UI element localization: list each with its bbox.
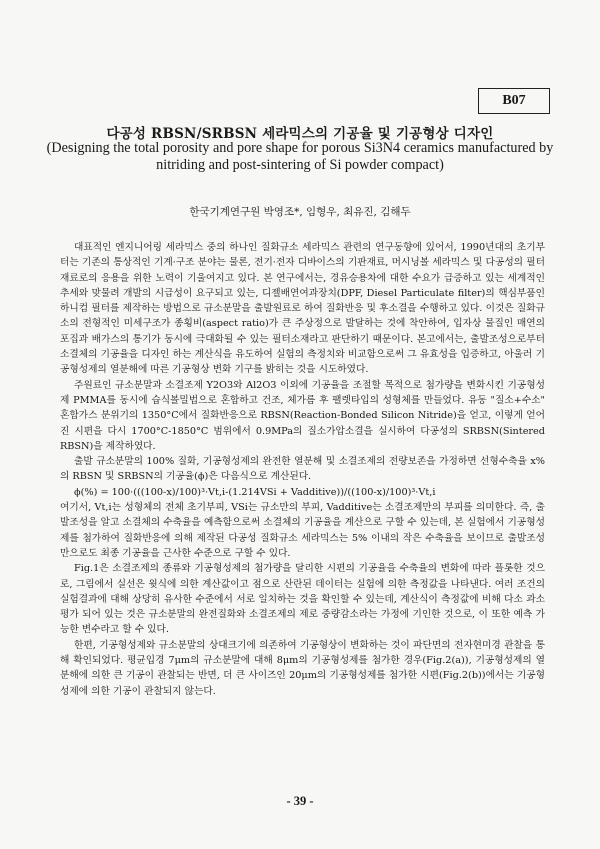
- paragraph-assumption: 출발 규소분말의 100% 질화, 기공형성제의 완전한 열분해 및 소결조제의 전량보존을 가정하면 선형수축율 x%의 RBSN 및 SRBSN의 기공율(ϕ)은 다음식으로 계산된다.: [60, 456, 545, 483]
- body-text: [60, 240, 545, 699]
- page-number: - 39 -: [286, 794, 314, 808]
- paragraph-intro: 대표적인 엔지니어링 세라믹스 중의 하나인 질화규소 세라믹스 관련의 연구동향에 있어서, 1990년대의 초기부터는 기존의 통상적인 기계·구조 분야는 물론, 전기·전자 디바이스의 기판재료, 머시닝볼 세라믹스 및 다공성의 필터 재료로의 응용을 위한 노력이 기울여지고 있다. 본 연구에서는, 경유승용차에 대한 수요가 급증하고 있는 세계적인 추세와 맞물려 개발의 시급성이 요구되고 있는, 디젤배연여과장치(DPF, Diesel Particulate filter)의 핵심부품인 하니컴 필터를 제작하는 방법으로 규소분말을 출발원료로 하여 질화반응 및 후소결을 수행하고 있다. 이것은 질화규소의 전형적인 미세구조가 종횡비(aspect ratio)가 큰 주상정으로 발달하는 것에 착안하여, 입자상 물질인 매연의 포집과 배가스의 통기가 동시에 극대화될 수 있는 필터소재라고 판단하기 때문이다. 본고에서는, 출발조성으로부터 소결체의 기공율을 디자인 하는 계산식을 유도하여 실험의 측정치와 비교함으로써 그 유효성을 입증하고, 아울러 기공형성제의 열분해에 따른 기공형상 변화 기구를 밝히는 것을 시도하였다.: [60, 242, 545, 376]
- paragraph-variables: 여기서, Vt,i는 성형체의 전체 초기부피, VSi는 규소만의 부피, Vadditive는 소결조제만의 부피를 의미한다. 즉, 출발조성을 알고 소결체의 수축율을 예측함으로써 소결체의 기공율을 계산으로 구할 수 있는데, 본 실험에서 기공형성제를 첨가하여 질화반응에 의해 제작된 다공성 질화규소 세라믹스는 5% 이내의 작은 수축율을 보이므로 출발조성만으로도 최종 기공율을 근사한 수준으로 구할 수 있다.: [60, 502, 545, 559]
- author-line: 한국기계연구원 박영조*, 임형우, 최유진, 김해두: [189, 206, 411, 218]
- paragraph-fig2: 한편, 기공형성제와 규소분말의 상대크기에 의존하여 기공형상이 변화하는 것이 파단면의 전자현미경 관찰을 통해 확인되었다. 평균입경 7μm의 규소분말에 대해 8μm의 기공형성제를 첨가한 경우(Fig.2(a)), 기공형성제의 열분해에 의한 큰 기공이 관찰되는 반면, 더 큰 사이즈인 20μm의 기공형성제를 첨가한 시편(Fig.2(b))에서는 기공형성제에 의한 기공이 관찰되지 않는다.: [60, 639, 545, 697]
- title-english: (Designing the total porosity and pore shape for porous Si3N4 ceramics manufactured by nitriding and post-sintering of Si powder compact): [46, 140, 554, 173]
- paper-code-box: B07: [478, 88, 550, 114]
- porosity-equation: ϕ(%) = 100·(((100-x)/100)³·Vt,i-(1.214VSi + Vadditive))/((100-x)/100)³·Vt,i: [74, 486, 436, 498]
- paragraph-methods: 주원료인 규소분말과 소결조제 Y2O3와 Al2O3 이외에 기공율을 조절할 목적으로 첨가량을 변화시킨 기공형성제 PMMA를 동시에 습식볼밀법으로 혼합하고 건조, 체가름 후 팰렛타입의 성형체를 만들었다. 유동 "질소+수소" 혼합가스 분위기의 1350°C에서 질화반응으로 RBSN(Reaction-Bonded Silicon Nitride)을 얻고, 이렇게 얻어진 시편을 다시 1700°C-1850°C 범위에서 0.9MPa의 질소가압소결을 실시하여 다공성의 SRBSN(Sintered RBSN)을 제작하였다.: [60, 379, 545, 452]
- paragraph-fig1: Fig.1은 소결조제의 종류와 기공형성제의 첨가량을 달리한 시편의 기공율을 수축율의 변화에 따라 플롯한 것으로, 그림에서 실선은 윗식에 의한 계산값이고 점으로 산란된 데이터는 실험에 의한 측정값을 나타낸다. 여러 조건의 실험결과에 대해 상당히 유사한 수준에서 서로 일치하는 것을 확인할 수 있는데, 계산식이 측정값에 비해 다소 과소평가 되어 있는 것은 규소분말의 완전질화와 소결조제의 제로 중량감소라는 가정에 기인한 것으로, 이 또한 예측 가능한 변수라고 할 수 있다.: [60, 563, 545, 636]
- title-korean: 다공성 RBSN/SRBSN 세라믹스의 기공율 및 기공형상 디자인: [106, 126, 494, 142]
